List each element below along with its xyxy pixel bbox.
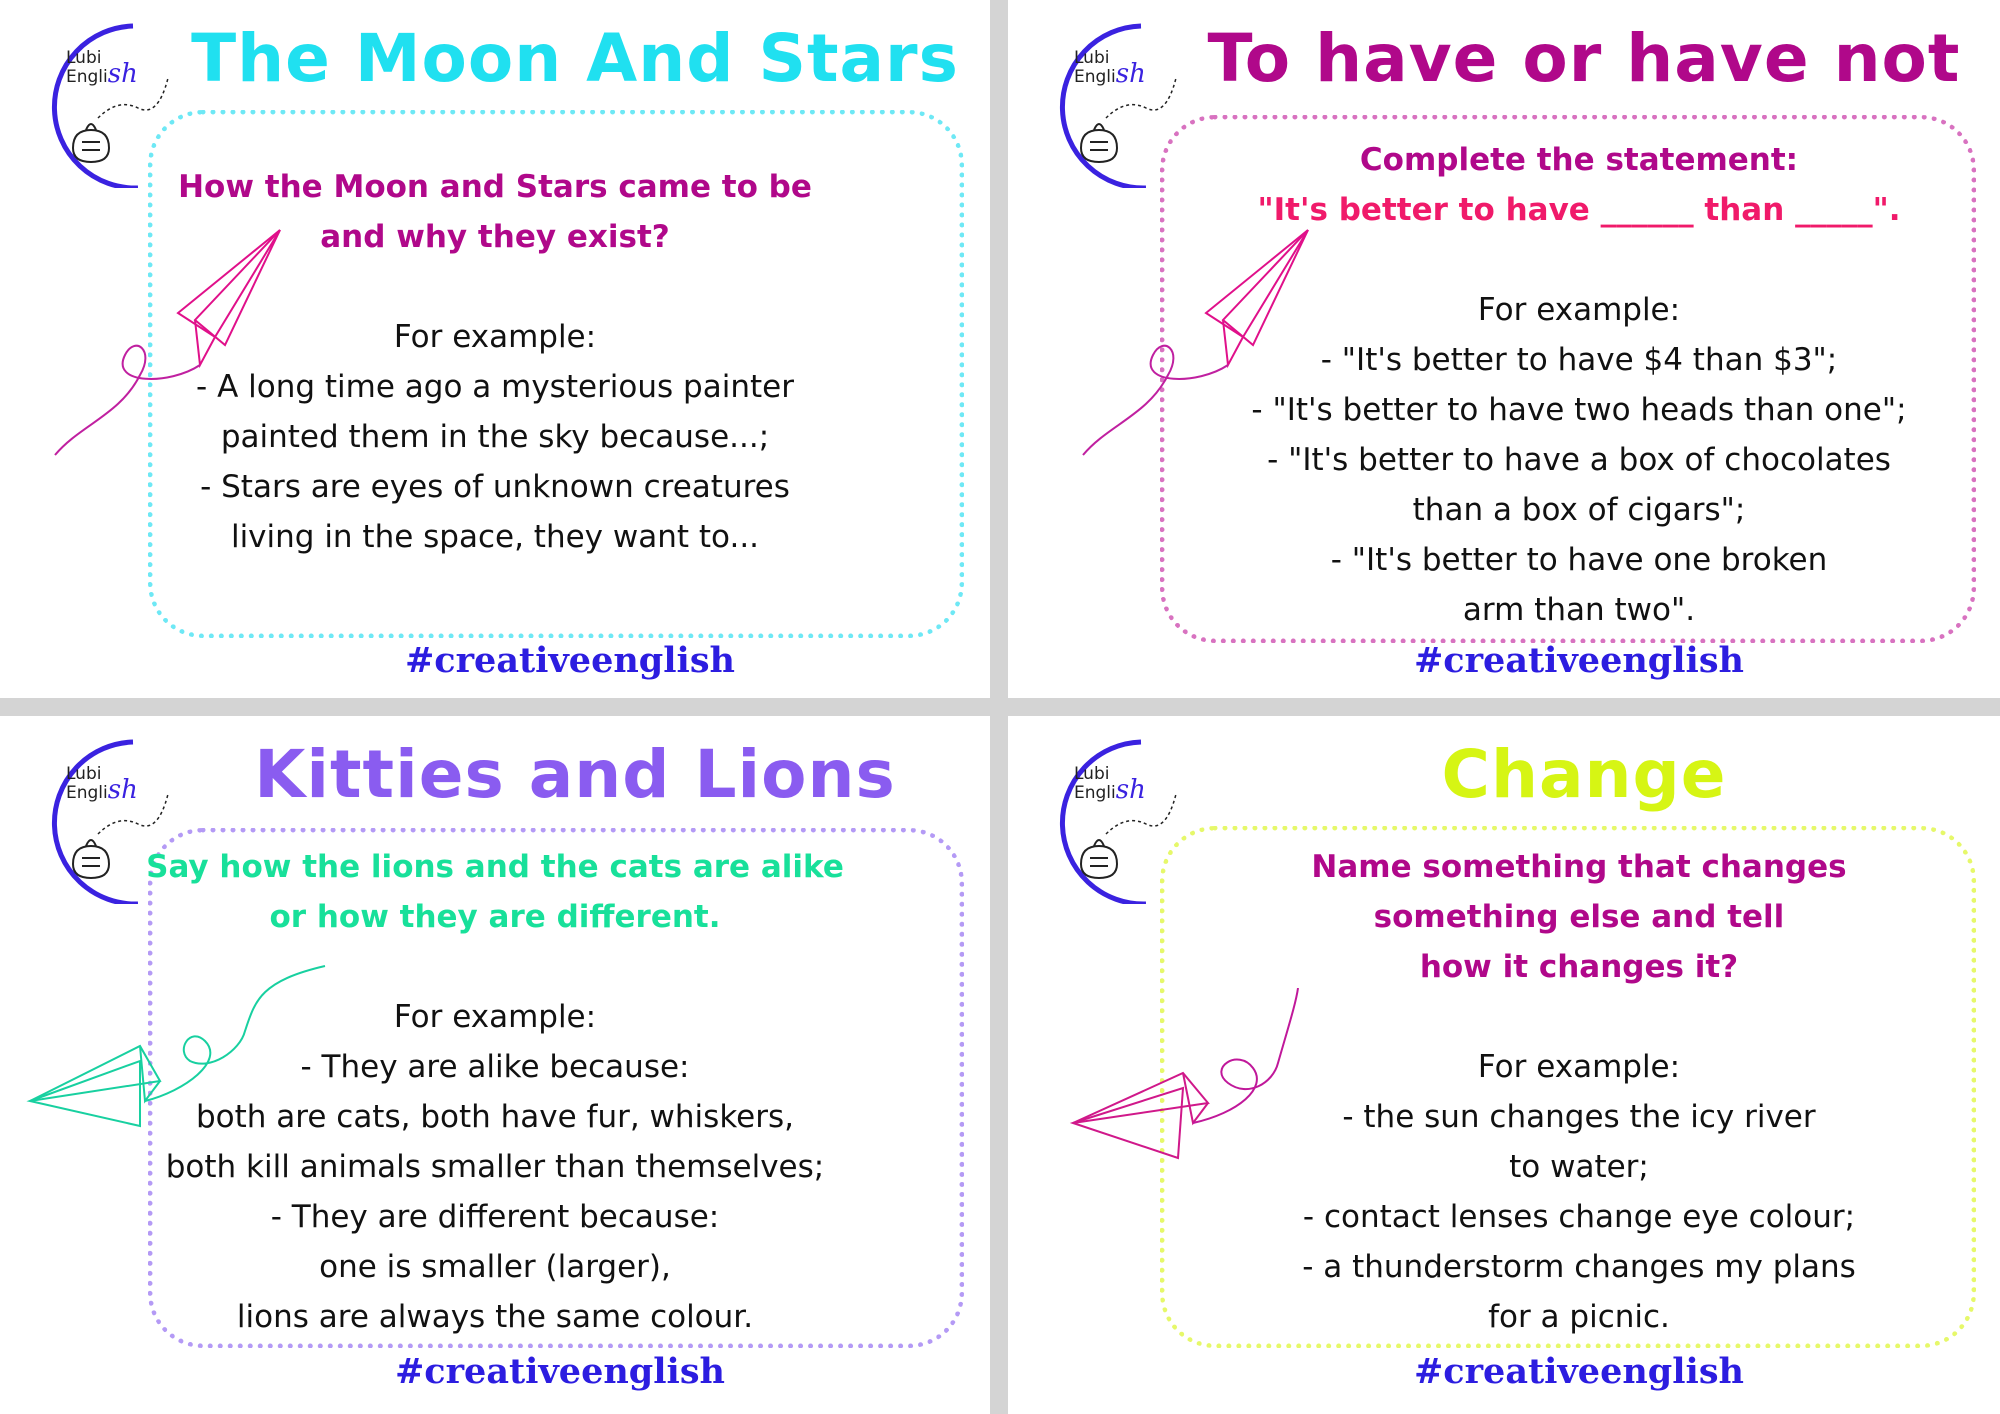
example-label: For example: <box>1477 1049 1681 1085</box>
example-line: than a box of cigars"; <box>1412 492 1746 528</box>
card-kitties-and-lions <box>0 716 990 1414</box>
logo-suffix: sh <box>1115 775 1146 805</box>
example-line: to water; <box>1509 1149 1649 1185</box>
hashtag: #creativeenglish <box>404 640 736 681</box>
logo-line-1: Lubi <box>1074 764 1110 784</box>
example-line: arm than two". <box>1462 592 1696 628</box>
prompt-line: How the Moon and Stars came to be <box>178 169 812 205</box>
example-line: - the sun changes the icy river <box>1342 1099 1816 1135</box>
card-to-have-or-have-not <box>1008 0 2000 698</box>
logo-line-1: Lubi <box>1074 48 1110 68</box>
card-title: The Moon And Stars <box>191 20 959 97</box>
prompt-line: "It's better to have ______ than _____". <box>1257 192 1901 228</box>
hashtag: #creativeenglish <box>1413 640 1745 681</box>
logo-line-2: Engli <box>1074 67 1116 87</box>
example-line: - They are different because: <box>270 1199 720 1235</box>
example-line: - A long time ago a mysterious painter <box>196 369 794 405</box>
example-label: For example: <box>1477 292 1681 328</box>
prompt-line: or how they are different. <box>269 899 721 935</box>
card-title: Change <box>1441 736 1727 813</box>
example-line: - They are alike because: <box>300 1049 690 1085</box>
example-label: For example: <box>393 999 597 1035</box>
prompt-line: Say how the lions and the cats are alike <box>146 849 844 885</box>
example-line: - "It's better to have a box of chocolates <box>1267 442 1891 478</box>
card-title: Kitties and Lions <box>254 736 896 813</box>
prompt-line: something else and tell <box>1373 899 1785 935</box>
logo-line-1: Lubi <box>66 48 102 68</box>
example-line: both are cats, both have fur, whiskers, <box>195 1099 794 1135</box>
example-line: - contact lenses change eye colour; <box>1302 1199 1856 1235</box>
example-label: For example: <box>393 319 597 355</box>
card-change <box>1008 716 2000 1414</box>
card-title: To have or have not <box>1207 20 1961 97</box>
example-line: living in the space, they want to... <box>230 519 760 555</box>
card-moon-and-stars <box>0 0 990 698</box>
logo-line-2: Engli <box>66 783 108 803</box>
example-line: - "It's better to have one broken <box>1330 542 1828 578</box>
example-line: - Stars are eyes of unknown creatures <box>200 469 790 505</box>
logo-suffix: sh <box>107 59 138 89</box>
prompt-line: how it changes it? <box>1419 949 1739 985</box>
prompt-line: Name something that changes <box>1311 849 1847 885</box>
logo-suffix: sh <box>1115 59 1146 89</box>
example-line: lions are always the same colour. <box>236 1299 754 1335</box>
logo-suffix: sh <box>107 775 138 805</box>
example-line: one is smaller (larger), <box>319 1249 671 1285</box>
prompt-line: Complete the statement: <box>1359 142 1799 178</box>
example-line: painted them in the sky because...; <box>220 419 770 455</box>
prompt-line: and why they exist? <box>320 219 670 255</box>
example-line: - "It's better to have $4 than $3"; <box>1320 342 1838 378</box>
logo-line-1: Lubi <box>66 764 102 784</box>
hashtag: #creativeenglish <box>394 1351 726 1392</box>
example-line: both kill animals smaller than themselves; <box>165 1149 825 1185</box>
hashtag: #creativeenglish <box>1413 1351 1745 1392</box>
example-line: - a thunderstorm changes my plans <box>1302 1249 1856 1285</box>
example-line: for a picnic. <box>1488 1299 1670 1335</box>
example-line: - "It's better to have two heads than one"; <box>1251 392 1907 428</box>
logo-line-2: Engli <box>1074 783 1116 803</box>
logo-line-2: Engli <box>66 67 108 87</box>
